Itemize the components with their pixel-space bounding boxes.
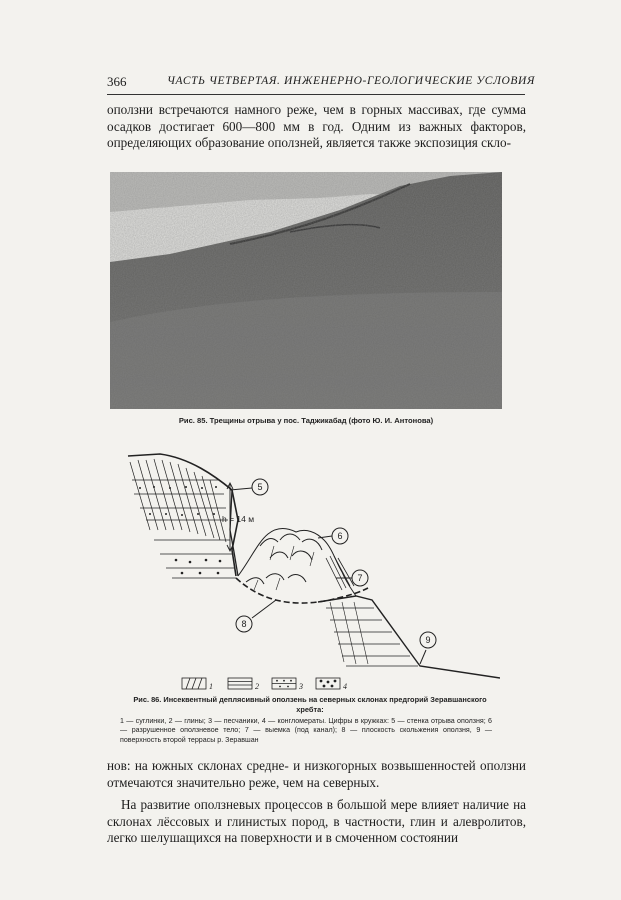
- figure-86-explanation: 1 — суглинки, 2 — глины; 3 — песчаники, 4 — конгломераты. Цифры в кружках: 5 — стенка отрыва оползня; 6 — разрушенное оползневое тело; 7 — выемка (под канал); 8 — плоскость скольжения оползня, 9 — поверхность второй террасы р. Зеравшан: [120, 717, 492, 744]
- paragraph-1: оползни встречаются намного реже, чем в горных массивах, где сумма осадков достигает 600—800 мм в год. Одним из важных факторов, определяющих образование оползней, является также экспозиция скло-: [107, 102, 526, 150]
- figure-86-caption: Рис. 86. Инсеквентный деплясивный оползень на северных склонах предгорий Зеравшанского хребта:: [133, 695, 487, 714]
- marker-7: 7: [357, 573, 363, 583]
- figure-86-legend: [180, 675, 360, 695]
- paragraph-2: нов: на южных склонах средне- и низкогорных возвышенностей оползни отмечаются значительно реже, чем на северных.: [107, 758, 526, 790]
- legend-label-4: 4: [343, 682, 347, 691]
- legend-label-1: 1: [209, 682, 213, 691]
- page-number: 366: [107, 74, 127, 89]
- figure-85-photo: [110, 172, 502, 409]
- marker-8: 8: [241, 619, 247, 629]
- running-title: ЧАСТЬ ЧЕТВЕРТАЯ. ИНЖЕНЕРНО-ГЕОЛОГИЧЕСКИЕ УСЛОВИЯ: [167, 75, 536, 87]
- marker-5: 5: [257, 482, 263, 492]
- figure-85-caption: Рис. 85. Трещины отрыва у пос. Таджикабад (фото Ю. И. Антонова): [178, 416, 434, 425]
- page-header: [107, 74, 536, 92]
- legend-label-2: 2: [255, 682, 259, 691]
- marker-9: 9: [425, 635, 431, 645]
- height-label: h = 14 м: [222, 514, 255, 524]
- marker-6: 6: [337, 531, 343, 541]
- header-rule: [107, 94, 525, 95]
- paragraph-3: На развитие оползневых процессов в большой мере влияет наличие на склонах лёссовых и глинистых пород, в частности, глин и алевролитов, легко шелушащихся на поверхности и в смоченном состоянии: [107, 797, 526, 845]
- legend-label-3: 3: [299, 682, 303, 691]
- figure-86-diagram: [120, 450, 500, 682]
